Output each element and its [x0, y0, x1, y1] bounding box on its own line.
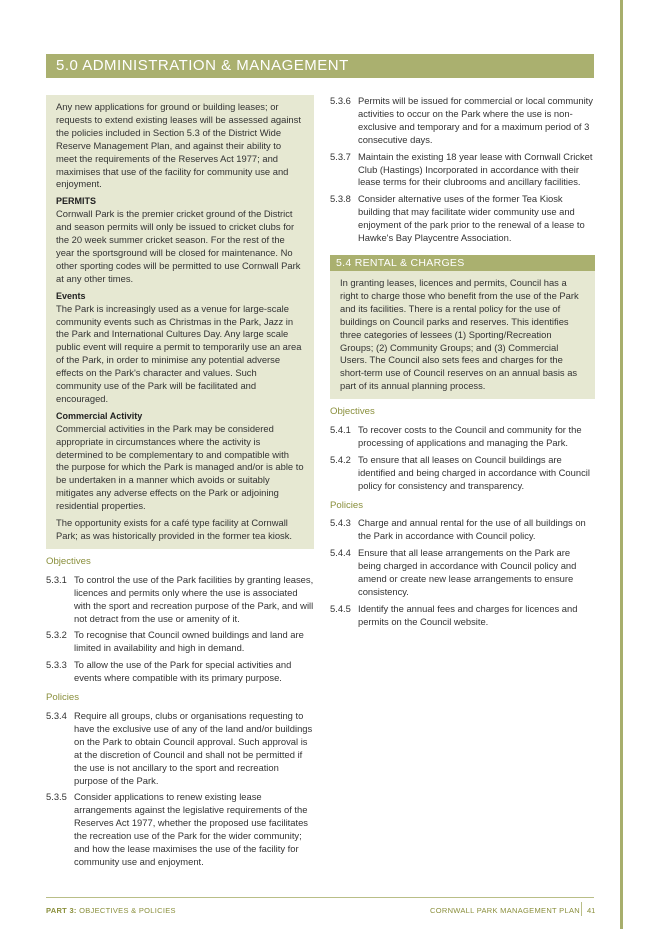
footer-page-divider — [581, 902, 582, 916]
policies-heading: Policies — [330, 499, 364, 511]
item-text: To recover costs to the Council and community for the processing of applications and managing the Park. — [358, 424, 582, 448]
list-item — [46, 710, 314, 787]
list-item — [46, 791, 314, 868]
item-number: 5.4.5 — [330, 602, 351, 614]
permits-heading: PERMITS — [56, 196, 97, 207]
item-number: 5.3.4 — [46, 709, 67, 721]
list-item — [330, 193, 595, 245]
rental-box — [330, 271, 595, 399]
list-item — [330, 517, 595, 543]
item-number: 5.4.3 — [330, 517, 351, 529]
page-number: 41 — [587, 906, 596, 915]
item-text: Consider alternative uses of the former Tea Kiosk building that may facilitate wider community use and enjoyment of the park prior to the renewal of a lease to Hawke's Bay Playcentre Association. — [358, 193, 585, 244]
footer-section: OBJECTIVES & POLICIES — [76, 906, 176, 915]
item-text: Permits will be issued for commercial or local community activities to occur on the Park where the use is non-exclusive and temporary and for a maximum period of 3 consecutive days. — [358, 95, 593, 145]
list-item — [330, 95, 595, 147]
footer-divider — [46, 897, 594, 898]
item-number: 5.4.4 — [330, 547, 351, 559]
item-number: 5.3.8 — [330, 193, 351, 205]
item-text: To ensure that all leases on Council buildings are identified and being charged in accordance with Council policy for consistency and transparency. — [358, 453, 590, 491]
list-item — [330, 603, 595, 629]
item-number: 5.3.3 — [46, 659, 67, 671]
events-heading: Events — [56, 290, 86, 301]
item-text: Require all groups, clubs or organisations requesting to have the exclusive use of any of the land and/or buildings on the Park to obtain Council approval. Such approval is at the discretion of Council and shall not be permitted if the use is not ancillary to the sport and recreation purpose of the Park. — [74, 709, 313, 786]
list-item — [330, 454, 595, 493]
permits-text: Cornwall Park is the premier cricket ground of the District and season permits will only be issued to cricket clubs for the 20 week summer cricket season. For the rest of the year the sportsground will be closed for maintenance. No other sporting codes will be permitted to use Cornwall Park at any other times. — [56, 208, 301, 284]
item-text: Maintain the existing 18 year lease with Cornwall Cricket Club (Hastings) Incorporated in accordance with their lease terms for their clubrooms and ancillary facilities. — [358, 150, 593, 188]
item-text: Charge and annual rental for the use of all buildings on the Park in accordance with Council policy. — [358, 517, 586, 542]
item-text: To control the use of the Park facilities by granting leases, licences and permits only where the use is associated with the sport and recreation purpose of the Park, and will not detract from the use or amenity of it. — [74, 573, 314, 624]
list-item — [46, 629, 314, 655]
item-text: Ensure that all lease arrangements on the Park are being charged in accordance with Council policy and amend or create new lease arrangements to ensure consistency. — [358, 547, 577, 597]
footer-plan-title: CORNWALL PARK MANAGEMENT PLAN — [430, 906, 580, 915]
item-number: 5.4.1 — [330, 424, 351, 436]
item-text: Identify the annual fees and charges for licences and permits on the Council website. — [358, 602, 578, 627]
item-number: 5.4.2 — [330, 453, 351, 465]
list-item — [330, 151, 595, 190]
objectives-heading: Objectives — [46, 555, 91, 567]
intro-box — [46, 95, 314, 549]
section-header: 5.0 ADMINISTRATION & MANAGEMENT — [46, 54, 594, 78]
item-number: 5.3.6 — [330, 95, 351, 106]
list-item — [46, 574, 314, 626]
objectives-heading: Objectives — [330, 406, 375, 418]
left-column — [46, 95, 314, 873]
policies-heading: Policies — [46, 692, 80, 704]
list-item — [330, 424, 595, 450]
item-number: 5.3.7 — [330, 150, 351, 162]
item-number: 5.3.2 — [46, 629, 67, 641]
rental-intro: In granting leases, licences and permits, Council has a right to charge those who benefit from the use of the Park and its facilities. There is a rental policy for the use of buildings on Council parks and reserves. This identifies three categories of lessees (1) Sporting/Recreation Groups; (2) Community Groups; and (3) Commercial Users. The Council also sets fees and charges for the short-term use of Council reserves on an annual basis as part of its annual planning process. — [340, 276, 579, 392]
page-edge-stripe — [620, 0, 623, 929]
cafe-text: The opportunity exists for a café type facility at Cornwall Park; as was historically provided in the former tea kiosk. — [56, 517, 293, 541]
commercial-heading: Commercial Activity — [56, 410, 143, 421]
list-item — [330, 547, 595, 599]
events-text: The Park is increasingly used as a venue for large-scale community events such as Christmas in the Park, Jazz in the Park and International Cultures Day. Any large scale public event will require a permit to temporarily use an area of the Park, in order to minimise any potential adverse effects on the Park's character and values. Such community use of the Park will be facilitated and encouraged. — [56, 302, 302, 404]
item-text: Consider applications to renew existing lease arrangements against the legislative requirements of the Reserves Act 1977, whether the proposed use facilitates the recreation use of the Park for the wider community; and how the lease maximises the use of the facility for community use and enjoyment. — [74, 791, 308, 867]
right-column — [330, 95, 595, 633]
item-text: To recognise that Council owned buildings and land are limited in availability and high in demand. — [74, 629, 304, 654]
list-item — [46, 659, 314, 685]
intro-text: Any new applications for ground or building leases; or requests to extend existing leases will be assessed against the policies included in Section 5.3 of the District Wide Reserve Management Plan, and against their ability to meet the requirements of the Reserves Act 1977; and maximises that use of the facility for community use and enjoyment. — [56, 101, 301, 190]
item-text: To allow the use of the Park for special activities and events where compatible with its primary purpose. — [74, 659, 292, 684]
rental-heading: 5.4 RENTAL & CHARGES — [330, 255, 595, 271]
footer-part: PART 3: — [46, 906, 77, 915]
item-number: 5.3.1 — [46, 573, 67, 585]
item-number: 5.3.5 — [46, 791, 67, 803]
footer-section-label — [46, 906, 176, 915]
commercial-text: Commercial activities in the Park may be considered appropriate in circumstances where the activity is determined to be complementary to and compatible with the purpose for which the Park is managed and/or is able to be undertaken in a manner which avoids or suitably mitigates any adverse effects on the Park or adjoining residential properties. — [56, 422, 304, 512]
